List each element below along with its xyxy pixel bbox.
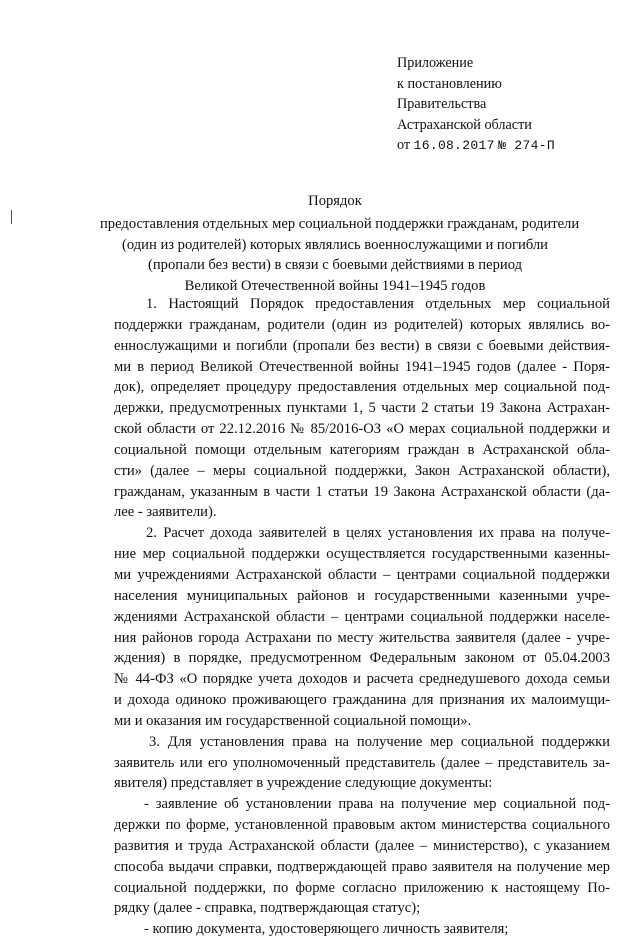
paragraph-line: социальной поддержки, по форме согласно приложению к настоящему По- <box>114 879 610 896</box>
paragraph-line: явителя) представляет в учреждение следующие документы: <box>114 775 493 792</box>
paragraph-line: док), определяет процедуру предоставления отдельных мер социальной под- <box>114 379 610 396</box>
title-line-4: Великой Отечественной войны 1941–1945 годов <box>184 277 486 294</box>
paragraph-line: развития и труда Астраханской области (далее – министерство), с указанием <box>114 837 610 854</box>
paragraph-line: поддержки гражданам, родители (один из родителей) которых являлись во- <box>114 316 610 333</box>
title-line-2: (один из родителей) которых являлись военнослужащими и погибли <box>122 236 548 253</box>
title-heading: Порядок <box>308 193 362 209</box>
document-title <box>100 191 580 296</box>
appendix-block <box>397 53 617 157</box>
appendix-line-1: Приложение <box>397 55 474 71</box>
paragraph-line: и дохода одиноко проживающего гражданина для признания их малоимущи- <box>114 692 610 709</box>
appendix-date-value: 16.08.2017 <box>413 138 495 153</box>
paragraph-line: - заявление об установлении права на получение мер социальной под- <box>144 796 610 813</box>
paragraph <box>114 732 610 795</box>
paragraph-line: - копию документа, удостоверяющего личность заявителя; <box>144 921 509 938</box>
paragraph <box>114 294 610 523</box>
paragraph-line: гражданам, указанным в части 1 статьи 19 Закона Астраханской области (да- <box>114 483 610 500</box>
paragraph-line: заявитель или его уполномоченный представитель (далее – представитель за- <box>114 754 610 771</box>
paragraph-line: ми в период Великой Отечественной войны 1941–1945 годов (далее - Поря- <box>114 358 610 375</box>
paragraph-line: ние мер социальной поддержки осуществляется государственными казенны- <box>114 546 610 563</box>
paragraph <box>114 523 610 731</box>
paragraph-line: 2. Расчет дохода заявителей в целях установления их права на получе- <box>146 525 610 542</box>
margin-mark <box>11 210 12 224</box>
appendix-line-4: Астраханской области <box>397 116 532 133</box>
paragraph-line: способа выдачи справки, подтверждающей право заявителя на получение мер <box>114 858 610 875</box>
paragraph-line: ния районов города Астрахани по месту жительства заявителя (далее - учре- <box>114 629 610 646</box>
title-line-1: предоставления отдельных мер социальной поддержки гражданам, родители <box>100 216 580 233</box>
paragraph-line: ждения) в порядке, предусмотренном Федеральным законом от 05.04.2003 <box>114 650 610 667</box>
paragraph-line: населения муниципальных районов и государственными казенными учре- <box>114 587 610 604</box>
paragraph-line: ской области от 22.12.2016 № 85/2016-ОЗ «О мерах социальной поддержки и <box>114 421 610 438</box>
paragraph-line: еннослужащими и погибли (пропали без вести) в связи с боевыми действия- <box>114 337 610 354</box>
paragraph-line: ми учреждениями Астраханской области – центрами социальной поддержки <box>114 566 610 583</box>
paragraph <box>114 794 610 919</box>
document-body <box>114 294 610 940</box>
appendix-date-line <box>397 135 617 157</box>
paragraph-line: рядку (далее - справка, подтверждающая статус); <box>114 900 421 917</box>
paragraph-line: социальной помощи отдельным категориям граждан в Астраханской обла- <box>114 441 610 458</box>
paragraph-line: 3. Для установления права на получение мер социальной поддержки <box>149 733 610 750</box>
appendix-number: № 274-П <box>498 138 555 153</box>
paragraph-line: ждениями Астраханской области – центрами социальной поддержки населе- <box>114 608 610 625</box>
paragraph-line: сти» (далее – меры социальной поддержки, Закон Астраханской области), <box>114 462 610 479</box>
paragraph <box>114 919 610 940</box>
paragraph-line: держки, предусмотренных пунктами 1, 5 части 2 статьи 19 Закона Астрахан- <box>114 400 610 417</box>
paragraph-line: 1. Настоящий Порядок предоставления отдельных мер социальной <box>146 296 610 312</box>
appendix-line-3: Правительства <box>397 96 487 112</box>
paragraph-line: лее - заявители). <box>114 504 217 521</box>
appendix-line-2: к постановлению <box>397 75 502 92</box>
paragraph-line: № 44-ФЗ «О порядке учета доходов и расчета среднедушевого дохода семьи <box>114 671 610 688</box>
appendix-date-prefix: от <box>397 137 411 153</box>
title-line-3: (пропали без вести) в связи с боевыми действиями в период <box>148 257 522 274</box>
paragraph-line: держки по форме, установленной правовым актом министерства социального <box>114 817 610 834</box>
paragraph-line: ми и оказания им государственной социальной помощи». <box>114 712 472 729</box>
